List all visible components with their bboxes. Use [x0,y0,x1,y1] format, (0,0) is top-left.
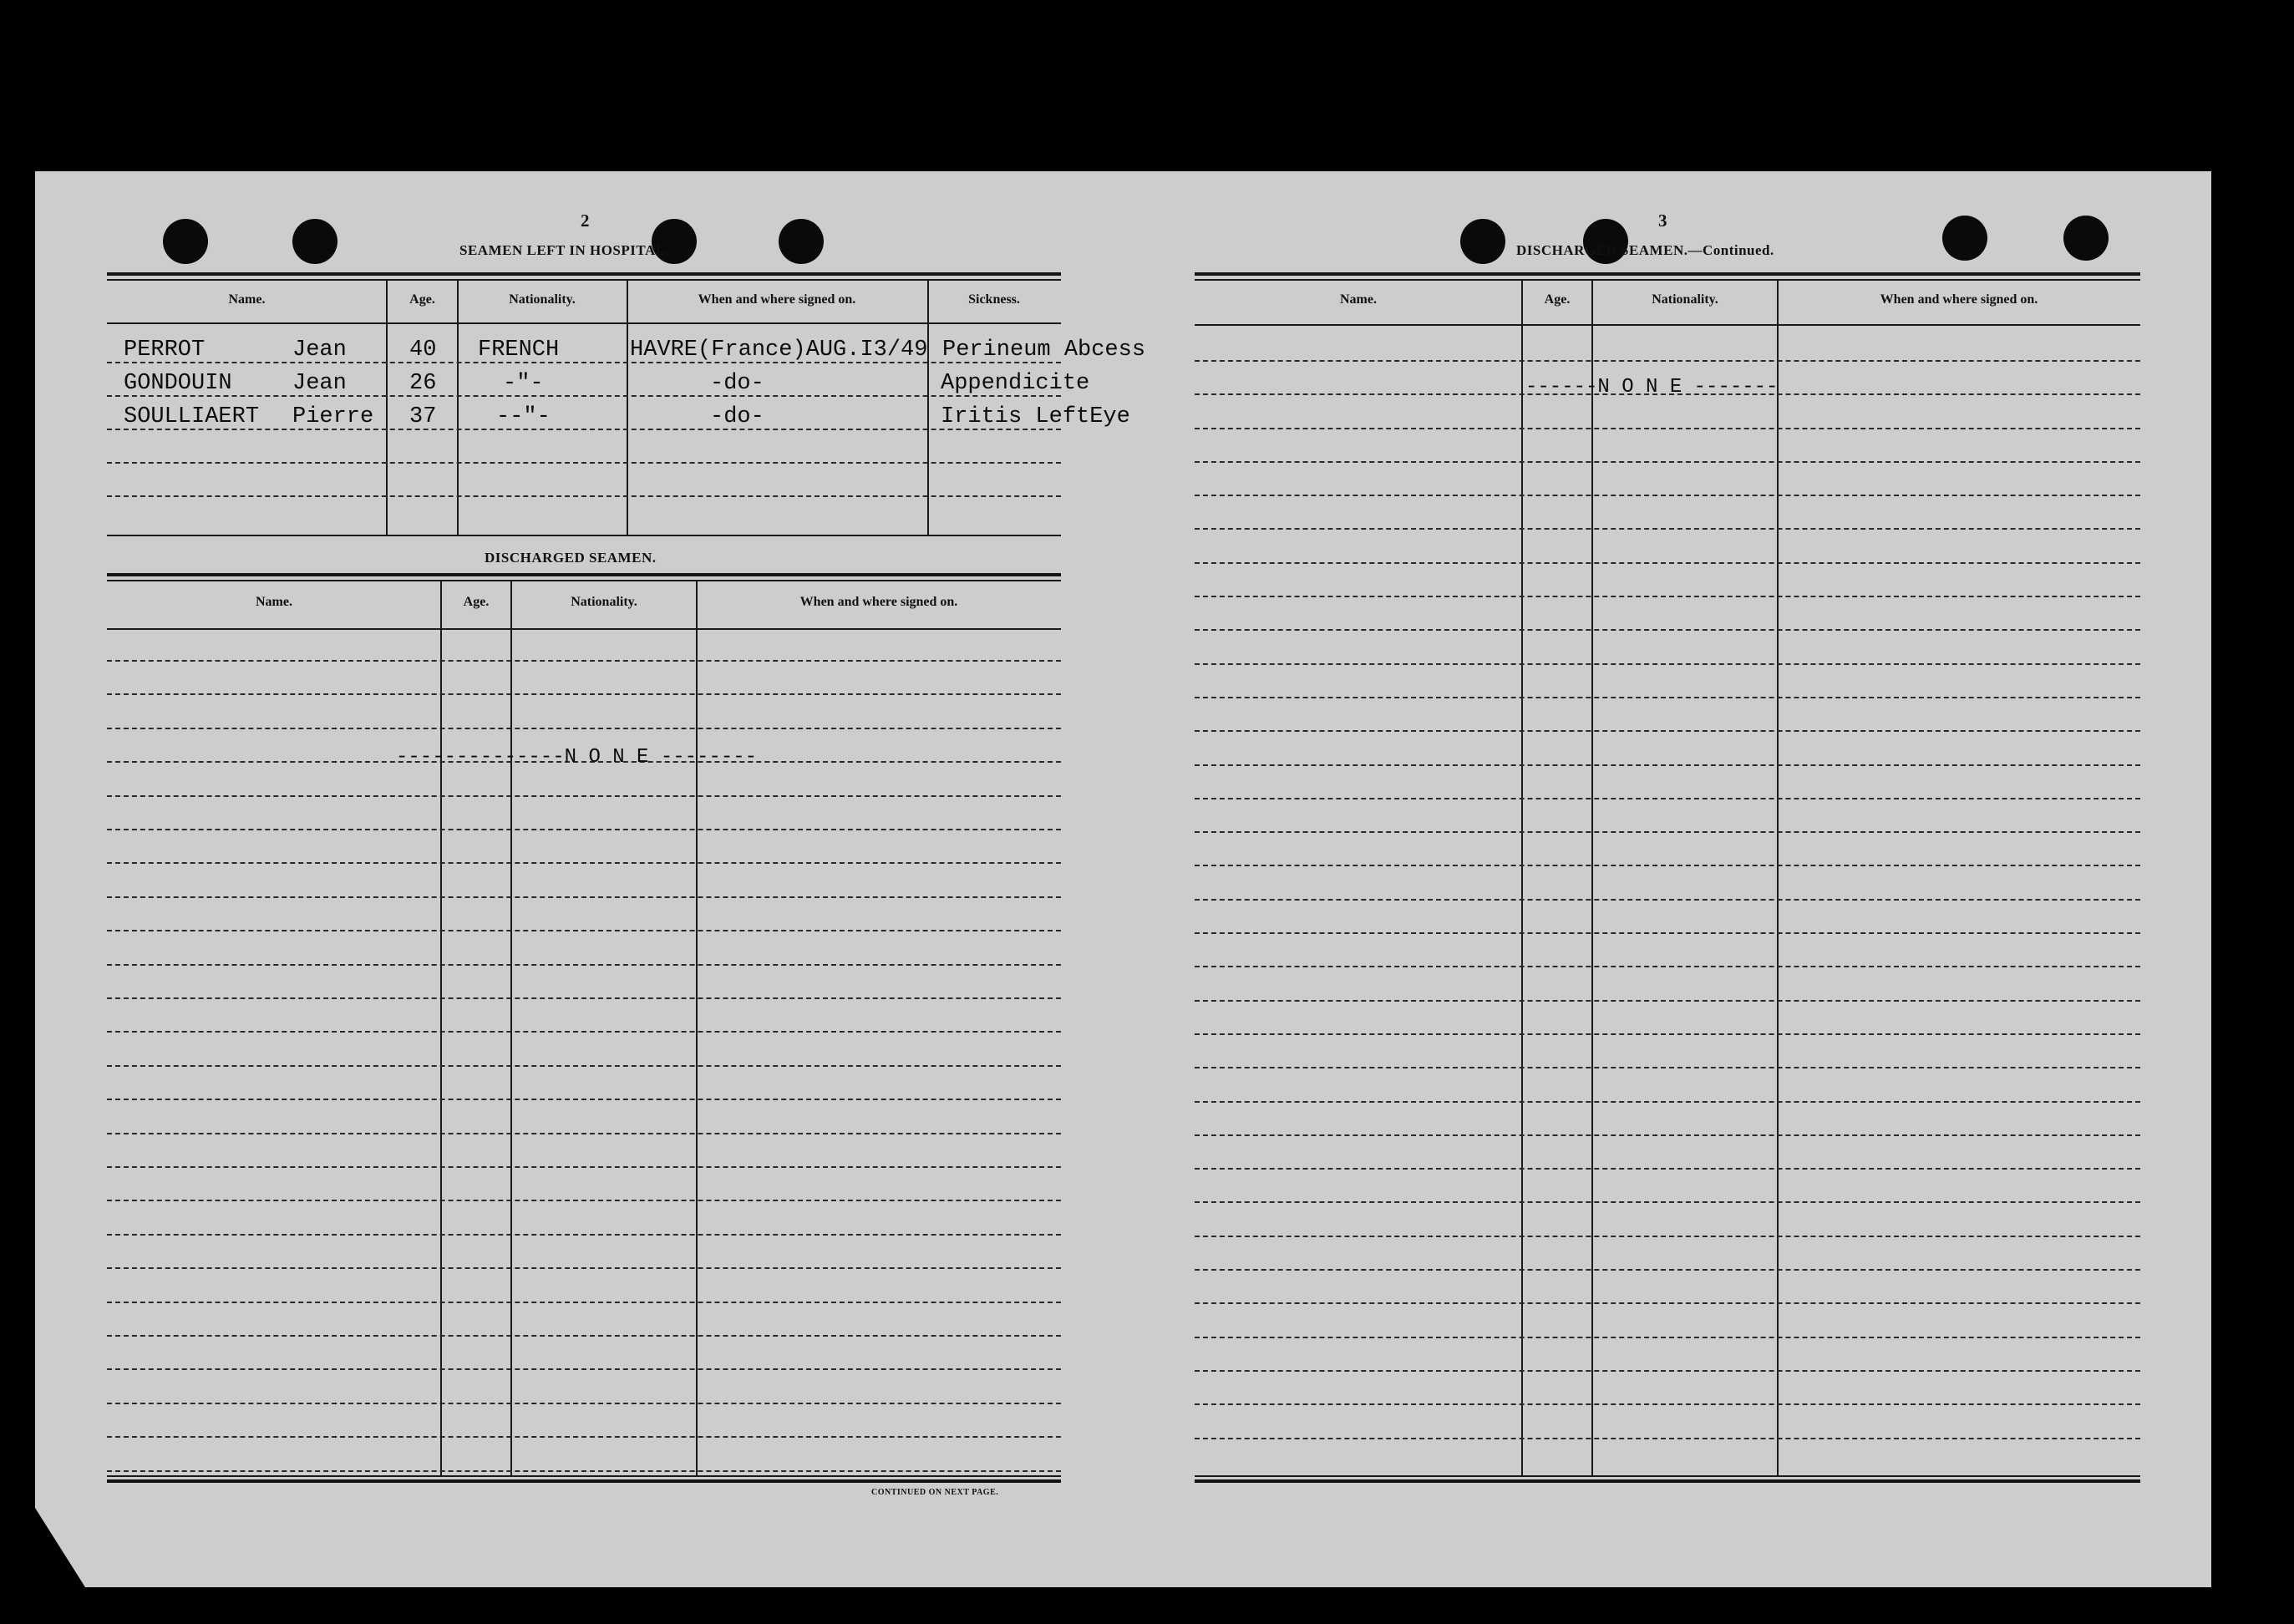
row-line [1195,764,2140,766]
row-line [107,930,1061,931]
row-line [1195,1438,2140,1439]
rule [107,580,1061,581]
row-line [107,964,1061,966]
punch-hole [1942,216,1987,261]
rule [107,628,1061,630]
row-line [107,1436,1061,1438]
row-line [1195,562,2140,564]
hospital-section-title: SEAMEN LEFT IN HOSPITAL. [459,242,670,258]
row-line [1195,1201,2140,1203]
row-line [1195,1168,2140,1170]
row-line [107,495,1061,497]
row-line [1195,528,2140,530]
col-divider [1777,279,1779,1475]
col-divider [696,580,698,1475]
seaman-given-name: Pierre [292,404,374,429]
seaman-surname: SOULLIAERT [124,404,260,429]
seaman-nationality: --"- [496,404,551,429]
col-header-age: Age. [463,595,490,609]
row-line [1195,1000,2140,1002]
rule [107,573,1061,576]
row-line [107,1403,1061,1404]
row-line [1195,1302,2140,1304]
row-line [1195,663,2140,665]
row-line [107,728,1061,729]
document-sheet [35,171,2211,1587]
row-line [1195,1033,2140,1035]
col-header-signed-on: When and where signed on. [1880,292,2038,307]
row-line [1195,899,2140,901]
punch-hole [292,219,338,264]
row-line [107,997,1061,999]
discharged-section-title: DISCHARGED SEAMEN. [485,550,657,566]
row-line [107,1166,1061,1168]
seaman-given-name: Jean [292,371,347,396]
seaman-surname: PERROT [124,337,206,363]
page-number: 3 [1658,211,1667,231]
row-line [1195,1370,2140,1372]
row-line [1195,495,2140,496]
row-line [1195,1236,2140,1237]
row-line [107,693,1061,695]
row-line [1195,461,2140,463]
seaman-sickness: Iritis LeftEye [941,404,1130,429]
punch-hole [2063,216,2109,261]
rule [1195,1475,2140,1477]
rule [1195,272,2140,276]
row-line [107,1234,1061,1236]
row-line [107,896,1061,898]
row-line [1195,1067,2140,1068]
row-line [1195,730,2140,732]
col-header-nationality: Nationality. [509,292,576,307]
row-line [1195,865,2140,866]
row-line [107,1470,1061,1472]
col-header-name: Name. [256,595,292,609]
col-divider [440,580,442,1475]
seaman-signed-on: HAVRE(France)AUG.I3/49 [630,337,928,363]
row-line [1195,596,2140,597]
col-header-name: Name. [1340,292,1377,307]
row-line [107,1099,1061,1100]
col-header-nationality: Nationality. [571,595,637,609]
row-line [1195,697,2140,698]
seaman-age: 26 [409,371,437,396]
row-line [1195,1337,2140,1338]
row-line [1195,831,2140,833]
col-divider [1521,279,1523,1475]
row-line [107,395,1061,397]
row-line [1195,798,2140,799]
row-line [107,462,1061,464]
seaman-sickness: Appendicite [941,371,1090,396]
punch-hole [163,219,208,264]
row-line [1195,1101,2140,1103]
row-line [107,1200,1061,1201]
rule [1195,1479,2140,1483]
seaman-given-name: Jean [292,337,347,363]
none-entry: --------------N O N E -------- [396,746,758,769]
row-line [1195,932,2140,934]
row-line [1195,360,2140,362]
col-header-age: Age. [1544,292,1571,307]
discharged-continued-title: DISCHARGED SEAMEN.—Continued. [1516,242,1774,258]
col-header-signed-on: When and where signed on. [799,595,958,609]
continued-footer: CONTINUED ON NEXT PAGE. [871,1488,999,1497]
seaman-age: 40 [409,337,437,363]
row-line [107,1065,1061,1067]
seaman-surname: GONDOUIN [124,371,232,396]
row-line [107,1368,1061,1370]
row-line [107,1302,1061,1303]
row-line [1195,1134,2140,1136]
row-line [107,1335,1061,1337]
row-line [107,1133,1061,1134]
rule [107,1475,1061,1477]
row-line [107,795,1061,797]
seaman-nationality: FRENCH [478,337,560,363]
col-header-name: Name. [228,292,266,307]
rule [107,322,1061,324]
rule [107,279,1061,281]
page-number: 2 [581,211,590,231]
rule [107,1479,1061,1483]
row-line [1195,428,2140,429]
seaman-signed-on: -do- [710,371,764,396]
row-line [1195,1269,2140,1271]
row-line [1195,1403,2140,1405]
seaman-sickness: Perineum Abcess [942,337,1146,363]
col-header-nationality: Nationality. [1652,292,1718,307]
punch-hole [779,219,824,264]
col-divider [1591,279,1593,1475]
seaman-age: 37 [409,404,437,429]
row-line [107,1267,1061,1269]
row-line [1195,966,2140,967]
none-entry: ------N O N E ------- [1525,376,1779,398]
punch-hole [1460,219,1505,264]
rule [1195,324,2140,326]
torn-corner [35,1508,85,1587]
row-line [107,660,1061,662]
col-header-signed-on: When and where signed on. [698,292,856,307]
col-header-sickness: Sickness. [968,292,1020,307]
row-line [1195,629,2140,631]
col-divider [510,580,512,1475]
rule [107,272,1061,276]
row-line [107,862,1061,864]
seaman-signed-on: -do- [710,404,764,429]
seaman-nationality: -"- [503,371,544,396]
rule [107,535,1061,536]
col-header-age: Age. [409,292,435,307]
row-line [107,1031,1061,1033]
rule [1195,279,2140,281]
row-line [107,829,1061,830]
